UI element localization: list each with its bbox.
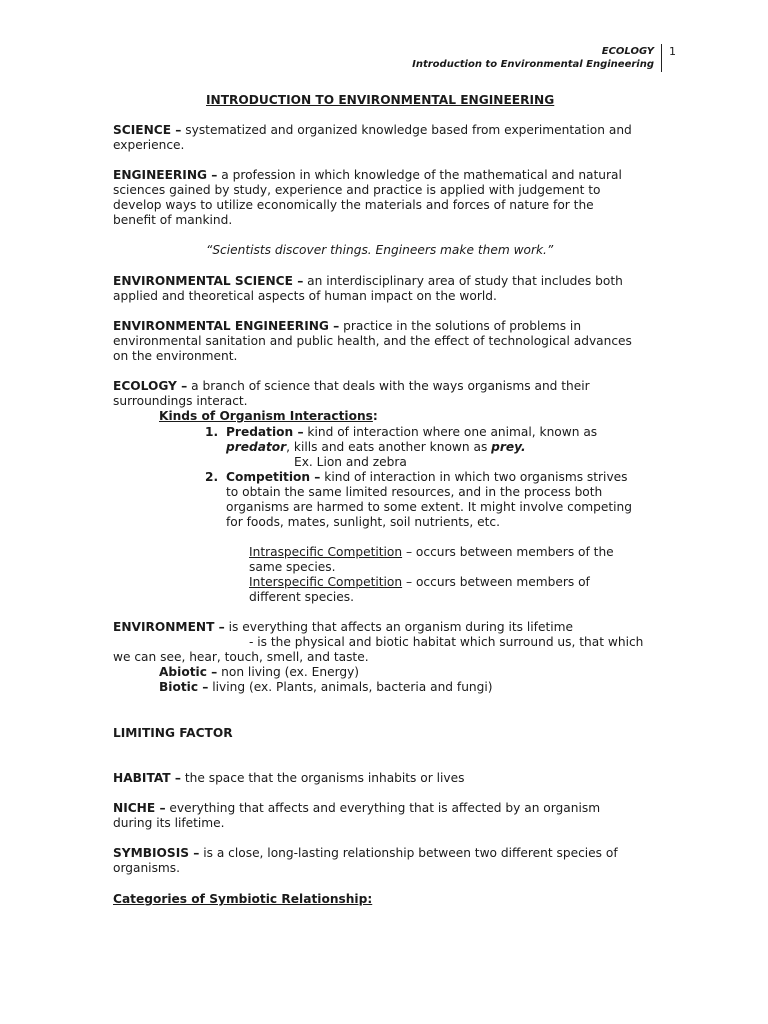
science-definition bbox=[113, 123, 632, 138]
symbiosis-line: organisms. bbox=[113, 861, 181, 875]
science-line: systematized and organized knowledge based from experimentation and bbox=[185, 123, 632, 137]
term-symbiosis: SYMBIOSIS – bbox=[113, 846, 200, 860]
kinds-heading-text: Kinds of Organism Interactions bbox=[159, 409, 373, 423]
env-science-line: an interdisciplinary area of study that includes both bbox=[307, 274, 623, 288]
predation-line bbox=[226, 440, 526, 455]
env-engineering-line: environmental sanitation and public health, and the effect of technological advances bbox=[113, 334, 632, 348]
predation-number: 1. bbox=[205, 425, 219, 439]
ecology-line: a branch of science that deals with the ways organisms and their bbox=[191, 379, 590, 393]
engineering-line: develop ways to utilize economically the materials and forces of nature for the bbox=[113, 198, 594, 212]
term-intraspecific: Intraspecific Competition bbox=[249, 545, 403, 559]
abiotic-text: non living (ex. Energy) bbox=[221, 665, 360, 679]
competition-line: for foods, mates, sunlight, soil nutrients, etc. bbox=[226, 515, 500, 529]
env-science-line: applied and theoretical aspects of human impact on the world. bbox=[113, 289, 497, 303]
niche-line: everything that affects and everything that is affected by an organism bbox=[169, 801, 601, 815]
engineering-line: sciences gained by study, experience and practice is applied with judgement to bbox=[113, 183, 601, 197]
predation-example: Ex. Lion and zebra bbox=[294, 455, 407, 469]
habitat-text: the space that the organisms inhabits or lives bbox=[184, 771, 465, 785]
habitat-definition bbox=[113, 771, 464, 786]
intraspecific-line: same species. bbox=[249, 560, 336, 574]
term-environment: ENVIRONMENT – bbox=[113, 620, 225, 634]
niche-line: during its lifetime. bbox=[113, 816, 225, 830]
document-title: INTRODUCTION TO ENVIRONMENTAL ENGINEERING bbox=[206, 93, 555, 107]
predation-item bbox=[226, 425, 597, 440]
intraspecific-definition bbox=[249, 545, 614, 560]
kinds-heading bbox=[159, 409, 378, 424]
ecology-line: surroundings interact. bbox=[113, 394, 248, 408]
term-interspecific: Interspecific Competition bbox=[249, 575, 403, 589]
running-header bbox=[412, 45, 654, 71]
term-competition: Competition – bbox=[226, 470, 321, 484]
header-divider bbox=[661, 44, 662, 72]
term-ecology: ECOLOGY – bbox=[113, 379, 188, 393]
intraspecific-line: – occurs between members of the bbox=[405, 545, 614, 559]
interspecific-line: – occurs between members of bbox=[406, 575, 590, 589]
engineering-line: a profession in which knowledge of the mathematical and natural bbox=[221, 168, 622, 182]
term-habitat: HABITAT – bbox=[113, 771, 181, 785]
kinds-heading-colon: : bbox=[372, 409, 378, 423]
term-science: SCIENCE – bbox=[113, 123, 182, 137]
engineering-definition bbox=[113, 168, 622, 183]
predation-line: kind of interaction where one animal, known as bbox=[307, 425, 598, 439]
page-number: 1 bbox=[669, 45, 676, 58]
limiting-factor-heading: LIMITING FACTOR bbox=[113, 726, 233, 740]
abiotic-definition bbox=[159, 665, 359, 680]
term-abiotic: Abiotic – bbox=[159, 665, 218, 679]
competition-line: organisms are harmed to some extent. It might involve competing bbox=[226, 500, 633, 514]
env-science-definition bbox=[113, 274, 623, 289]
categories-heading: Categories of Symbiotic Relationship: bbox=[113, 892, 373, 906]
env-engineering-definition bbox=[113, 319, 581, 334]
symbiosis-line: is a close, long-lasting relationship between two different species of bbox=[203, 846, 618, 860]
competition-item bbox=[226, 470, 628, 485]
header-subtitle: Introduction to Environmental Engineering bbox=[412, 59, 654, 70]
interspecific-definition bbox=[249, 575, 590, 590]
ecology-definition bbox=[113, 379, 590, 394]
term-engineering: ENGINEERING – bbox=[113, 168, 218, 182]
niche-definition bbox=[113, 801, 600, 816]
env-engineering-line: practice in the solutions of problems in bbox=[343, 319, 582, 333]
environment-line: is everything that affects an organism during its lifetime bbox=[228, 620, 573, 634]
term-predation: Predation – bbox=[226, 425, 304, 439]
environment-line: we can see, hear, touch, smell, and taste. bbox=[113, 650, 369, 664]
science-line: experience. bbox=[113, 138, 185, 152]
biotic-definition bbox=[159, 680, 493, 695]
competition-line: to obtain the same limited resources, and in the process both bbox=[226, 485, 603, 499]
term-env-engineering: ENVIRONMENTAL ENGINEERING – bbox=[113, 319, 340, 333]
predator-term: predator bbox=[226, 440, 287, 454]
quote: “Scientists discover things. Engineers make them work.” bbox=[206, 243, 554, 257]
competition-line: kind of interaction in which two organisms strives bbox=[324, 470, 628, 484]
term-biotic: Biotic – bbox=[159, 680, 209, 694]
symbiosis-definition bbox=[113, 846, 618, 861]
env-engineering-line: on the environment. bbox=[113, 349, 238, 363]
engineering-line: benefit of mankind. bbox=[113, 213, 233, 227]
prey-term: prey. bbox=[491, 440, 526, 454]
competition-number: 2. bbox=[205, 470, 219, 484]
predation-mid-text: , kills and eats another known as bbox=[286, 440, 488, 454]
environment-definition bbox=[113, 620, 573, 635]
interspecific-line: different species. bbox=[249, 590, 355, 604]
term-env-science: ENVIRONMENTAL SCIENCE – bbox=[113, 274, 304, 288]
term-niche: NICHE – bbox=[113, 801, 166, 815]
biotic-text: living (ex. Plants, animals, bacteria and fungi) bbox=[212, 680, 493, 694]
header-subject: ECOLOGY bbox=[601, 46, 654, 57]
environment-line: - is the physical and biotic habitat which surround us, that which bbox=[249, 635, 644, 649]
